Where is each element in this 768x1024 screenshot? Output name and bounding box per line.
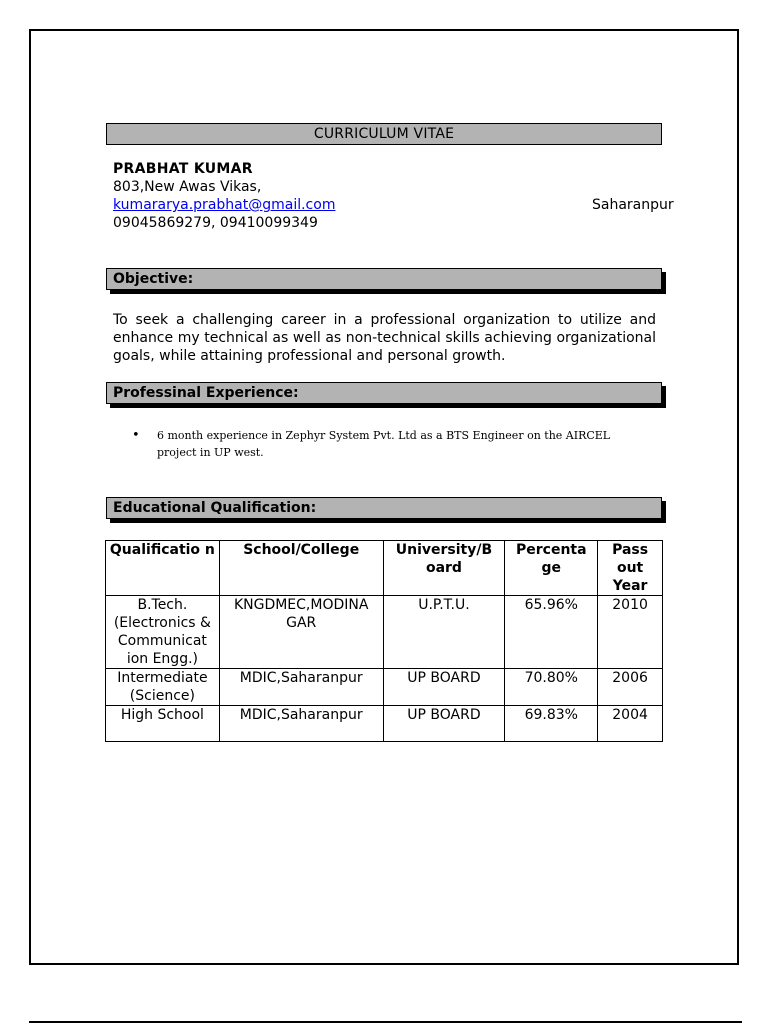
cell-year: 2010 xyxy=(598,596,663,669)
header-percentage: Percenta ge xyxy=(505,541,598,596)
experience-item xyxy=(132,427,632,461)
email-line xyxy=(113,197,335,213)
bullet-icon: • xyxy=(132,428,140,443)
objective-text: To seek a challenging career in a professional organization to utilize and enhance my technical as well as non-technical skills achieving organizational goals, while attaining professional and personal growth. xyxy=(113,312,656,364)
city: Saharanpur xyxy=(592,197,674,213)
experience-heading: Professinal Experience: xyxy=(106,382,662,404)
table-row xyxy=(106,706,663,742)
email-link[interactable]: kumararya.prabhat@gmail.com xyxy=(113,197,336,213)
header-pass-out-year: Pass out Year xyxy=(598,541,663,596)
cell-school: MDIC,Saharanpur xyxy=(219,669,383,706)
next-page-top-border xyxy=(29,1021,742,1023)
table-row xyxy=(106,596,663,669)
document-title: CURRICULUM VITAE xyxy=(106,123,662,145)
cell-year: 2006 xyxy=(598,669,663,706)
cell-percentage: 65.96% xyxy=(505,596,598,669)
cell-university: U.P.T.U. xyxy=(383,596,505,669)
cell-year: 2004 xyxy=(598,706,663,742)
table-row xyxy=(106,669,663,706)
cell-qualification: Intermediate (Science) xyxy=(106,669,220,706)
cell-qualification: High School xyxy=(106,706,220,742)
cell-university: UP BOARD xyxy=(383,706,505,742)
experience-item-text: 6 month experience in Zephyr System Pvt. Ltd as a BTS Engineer on the AIRCEL project in UP west. xyxy=(157,429,611,459)
cell-percentage: 69.83% xyxy=(505,706,598,742)
table-header-row xyxy=(106,541,663,596)
phone-numbers: 09045869279, 09410099349 xyxy=(113,215,318,231)
header-university: University/B oard xyxy=(383,541,505,596)
cell-school: MDIC,Saharanpur xyxy=(219,706,383,742)
cell-percentage: 70.80% xyxy=(505,669,598,706)
objective-heading: Objective: xyxy=(106,268,662,290)
education-table xyxy=(105,540,663,742)
cell-qualification: B.Tech. (Electronics & Communicat ion Engg.) xyxy=(106,596,220,669)
header-qualification: Qualificatio n xyxy=(106,541,220,596)
experience-list xyxy=(132,427,632,461)
address: 803,New Awas Vikas, xyxy=(113,179,262,195)
cell-university: UP BOARD xyxy=(383,669,505,706)
cell-school: KNGDMEC,MODINA GAR xyxy=(219,596,383,669)
candidate-name: PRABHAT KUMAR xyxy=(113,161,253,177)
header-school: School/College xyxy=(219,541,383,596)
education-heading: Educational Qualification: xyxy=(106,497,662,519)
